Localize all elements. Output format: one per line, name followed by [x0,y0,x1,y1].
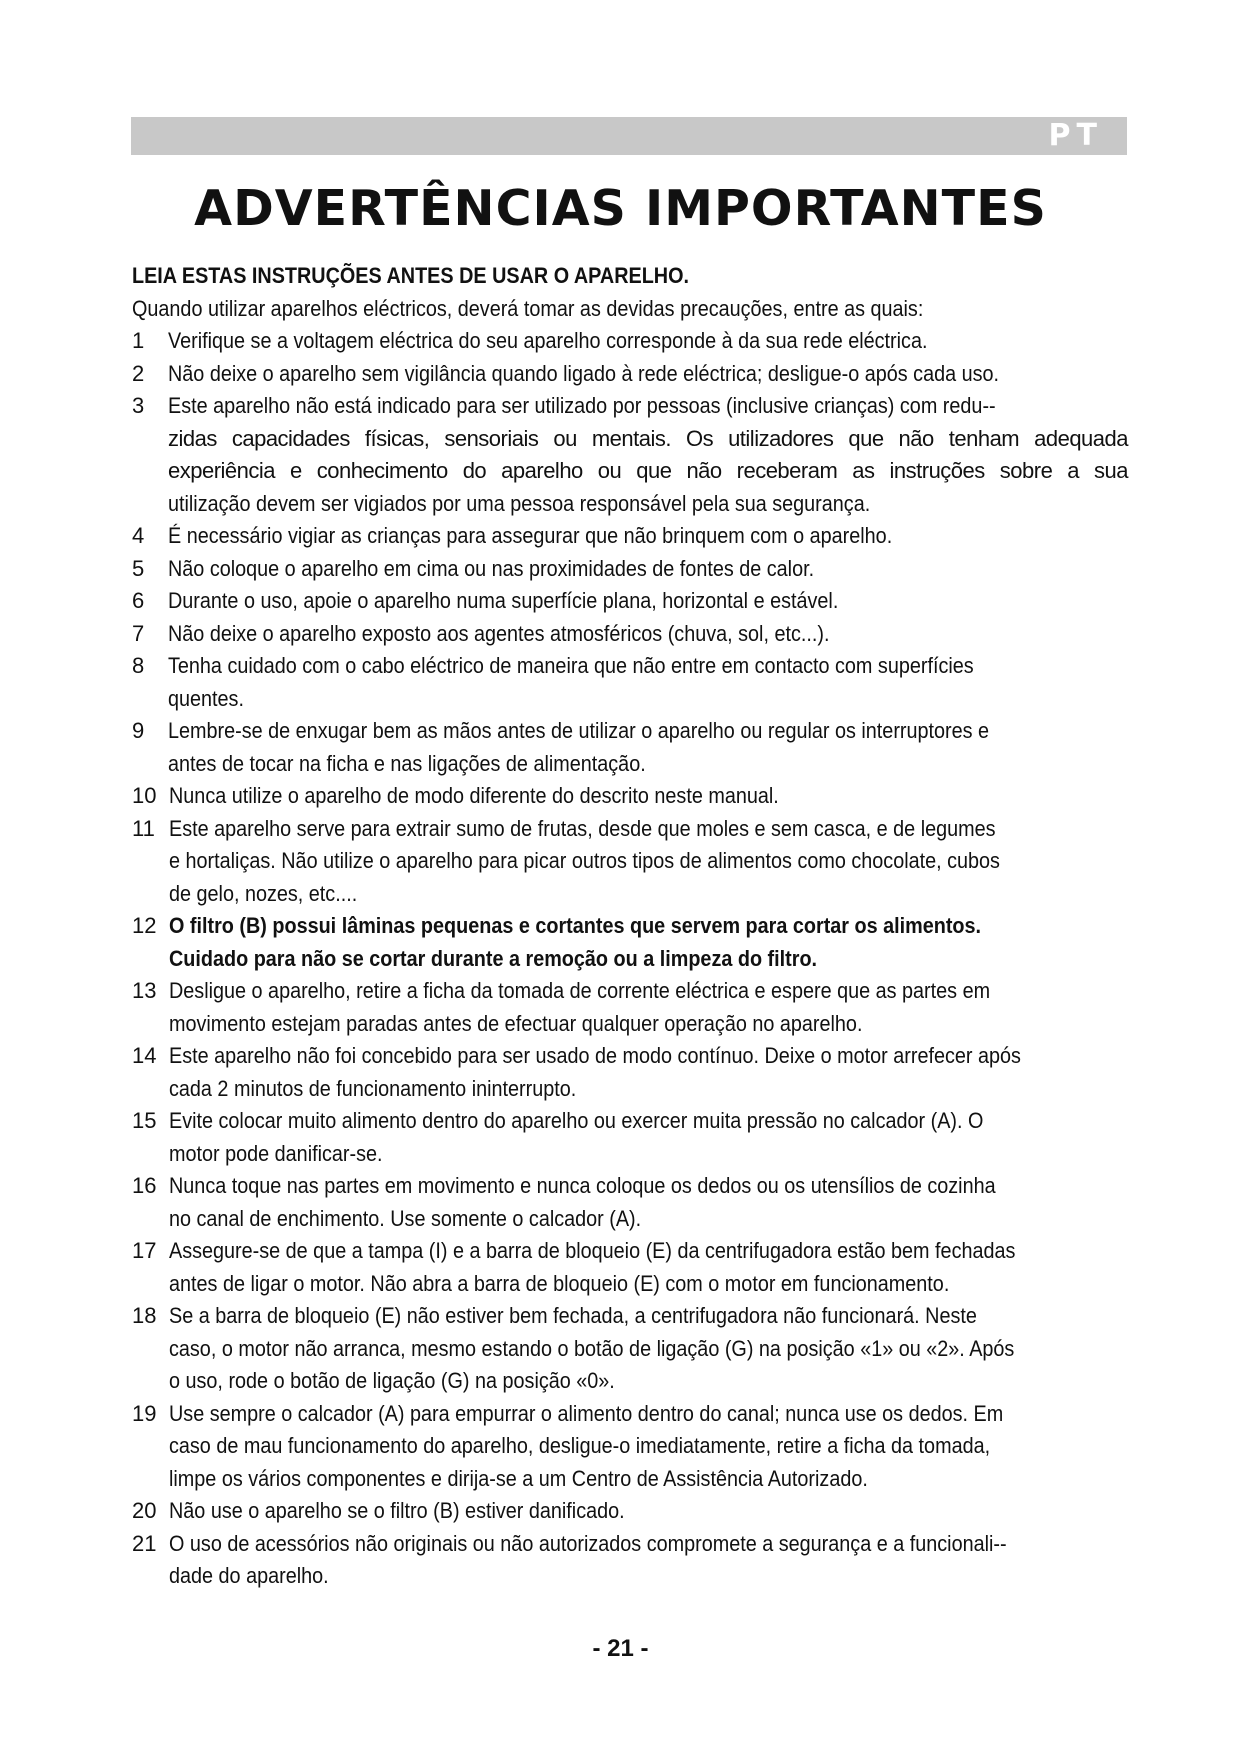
item-text-line: Este aparelho não está indicado para ser utilizado por pessoas (inclusive crianças) com redu-- [168,393,996,418]
warning-item [132,1300,1152,1398]
item-text-line: e hortaliças. Não utilize o aparelho para picar outros tipos de alimentos como chocolate, cubos [169,848,1000,873]
item-text-line: caso, o motor não arranca, mesmo estando o botão de ligação (G) na posição «1» ou «2». Após [169,1335,1015,1361]
item-text-line: Não use o aparelho se o filtro (B) estiver danificado. [169,1498,625,1523]
item-text [168,618,1152,651]
intro-heading: LEIA ESTAS INSTRUÇÕES ANTES DE USAR O APARELHO. [132,263,690,288]
item-text-line: Nunca utilize o aparelho de modo diferente do descrito neste manual. [169,783,779,808]
item-text-line: Use sempre o calcador (A) para empurrar o alimento dentro do canal; nunca use os dedos. Em [169,1400,1004,1426]
header-bar [131,117,1127,155]
item-text-line: Não deixe o aparelho exposto aos agentes atmosféricos (chuva, sol, etc...). [168,620,830,646]
item-number: 19 [132,1400,157,1426]
item-text [169,1398,1152,1496]
warning-item [132,553,1152,586]
item-number: 7 [132,620,145,646]
language-tag: PT [1048,118,1103,153]
item-text-line: no canal de enchimento. Use somente o calcador (A). [169,1205,642,1231]
item-text-line: cada 2 minutos de funcionamento ininterrupto. [169,1075,577,1101]
item-text-line: dade do aparelho. [169,1563,329,1588]
warning-item [132,1398,1152,1496]
item-text [169,975,1152,1040]
item-number: 3 [132,393,145,418]
item-text [169,1528,1152,1593]
item-text [169,780,1152,813]
item-number: 9 [132,718,145,743]
item-text-line: Este aparelho serve para extrair sumo de frutas, desde que moles e sem casca, e de legumes [169,815,996,841]
item-number: 5 [132,555,145,581]
item-text [169,910,1152,975]
item-number: 20 [132,1498,157,1523]
item-text-line: zidas capacidades físicas, sensoriais ou mentais. Os utilizadores que não tenham adequada [168,425,1128,451]
item-number: 14 [132,1043,157,1068]
page-number: - 21 - [592,1635,649,1662]
warning-item [132,585,1152,618]
warning-item [132,780,1152,813]
item-number: 15 [132,1108,157,1133]
item-text [168,520,1152,553]
page-title: ADVERTÊNCIAS IMPORTANTES [194,180,1047,237]
warning-item [132,650,1152,715]
warning-item [132,520,1152,553]
item-number: 6 [132,588,145,613]
item-text [169,1235,1152,1300]
item-text [168,650,1152,715]
item-number: 17 [132,1238,157,1263]
item-text-line: experiência e conhecimento do aparelho ou que não receberam as instruções sobre a sua [168,458,1128,483]
item-text-line: motor pode danificar-se. [169,1140,383,1166]
item-text-line: Não coloque o aparelho em cima ou nas proximidades de fontes de calor. [168,555,815,581]
item-number: 13 [132,978,157,1003]
item-text-line: utilização devem ser vigiados por uma pessoa responsável pela sua segurança. [168,490,871,516]
item-number: 10 [132,783,157,808]
item-text-line: Assegure-se de que a tampa (I) e a barra de bloqueio (E) da centrifugadora estão bem fechadas [169,1238,1016,1263]
item-number: 8 [132,653,145,678]
item-text-line: Não deixe o aparelho sem vigilância quando ligado à rede eléctrica; desligue-o após cada uso. [168,360,1000,386]
warning-item [132,813,1152,911]
item-text [168,553,1152,586]
document-body [132,260,1152,1593]
item-text-line: limpe os vários componentes e dirija-se a um Centro de Assistência Autorizado. [169,1465,868,1491]
item-text-line: Nunca toque nas partes em movimento e nunca coloque os dedos ou os utensílios de cozinha [169,1173,996,1198]
item-number: 1 [132,328,145,353]
item-text-line: Verifique se a voltagem eléctrica do seu aparelho corresponde à da sua rede eléctrica. [168,328,928,353]
warning-item [132,1170,1152,1235]
item-text-line: Cuidado para não se cortar durante a remoção ou a limpeza do filtro. [169,945,818,971]
intro-text: Quando utilizar aparelhos eléctricos, deverá tomar as devidas precauções, entre as quais: [132,295,924,321]
item-number: 2 [132,360,145,386]
item-text-line: Durante o uso, apoie o aparelho numa superfície plana, horizontal e estável. [168,588,839,613]
item-text-line: Este aparelho não foi concebido para ser usado de modo contínuo. Deixe o motor arrefecer após [169,1043,1021,1068]
item-text-line: O filtro (B) possui lâminas pequenas e cortantes que servem para cortar os alimentos. [169,913,982,938]
warning-item [132,1105,1152,1170]
item-text [169,1300,1152,1398]
warning-item [132,1235,1152,1300]
item-number: 12 [132,913,157,938]
item-text [169,1105,1152,1170]
item-text-line: caso de mau funcionamento do aparelho, desligue-o imediatamente, retire a ficha da tomada, [169,1433,991,1458]
item-text-line: É necessário vigiar as crianças para assegurar que não brinquem com o aparelho. [168,523,893,548]
item-text-line: movimento estejam paradas antes de efectuar qualquer operação no aparelho. [169,1010,863,1036]
item-text-line: antes de ligar o motor. Não abra a barra de bloqueio (E) com o motor em funcionamento. [169,1270,950,1296]
item-number: 18 [132,1303,157,1328]
item-text [168,715,1152,780]
warning-item [132,715,1152,780]
warning-item [132,1528,1152,1593]
item-text-line: quentes. [168,685,244,711]
warning-item [132,1495,1152,1528]
item-text-line: antes de tocar na ficha e nas ligações de alimentação. [168,750,646,776]
item-text [169,1170,1152,1235]
item-number: 21 [132,1530,157,1556]
warning-item [132,390,1152,520]
item-text-line: de gelo, nozes, etc.... [169,880,358,906]
warnings-list [132,325,1152,1593]
item-text [168,325,1152,358]
warning-item [132,975,1152,1040]
item-text [169,813,1152,911]
warning-item [132,910,1152,975]
warning-item [132,618,1152,651]
item-text [168,585,1152,618]
warning-item [132,358,1152,391]
item-text-line: Tenha cuidado com o cabo eléctrico de maneira que não entre em contacto com superfícies [168,653,974,678]
item-number: 4 [132,523,145,548]
item-text-line: Lembre-se de enxugar bem as mãos antes de utilizar o aparelho ou regular os interruptores e [168,718,990,743]
warning-item [132,325,1152,358]
item-number: 16 [132,1173,157,1198]
item-number: 11 [132,815,155,841]
item-text [169,1040,1152,1105]
item-text [168,358,1152,391]
warning-item [132,1040,1152,1105]
item-text [169,1495,1152,1528]
item-text-line: Se a barra de bloqueio (E) não estiver bem fechada, a centrifugadora não funcionará. Neste [169,1303,977,1328]
item-text-line: O uso de acessórios não originais ou não autorizados compromete a segurança e a funcionali-- [169,1530,1007,1556]
item-text-line: o uso, rode o botão de ligação (G) na posição «0». [169,1368,615,1393]
item-text [168,390,1152,520]
item-text-line: Evite colocar muito alimento dentro do aparelho ou exercer muita pressão no calcador (A). O [169,1108,984,1133]
item-text-line: Desligue o aparelho, retire a ficha da tomada de corrente eléctrica e espere que as partes em [169,978,991,1003]
